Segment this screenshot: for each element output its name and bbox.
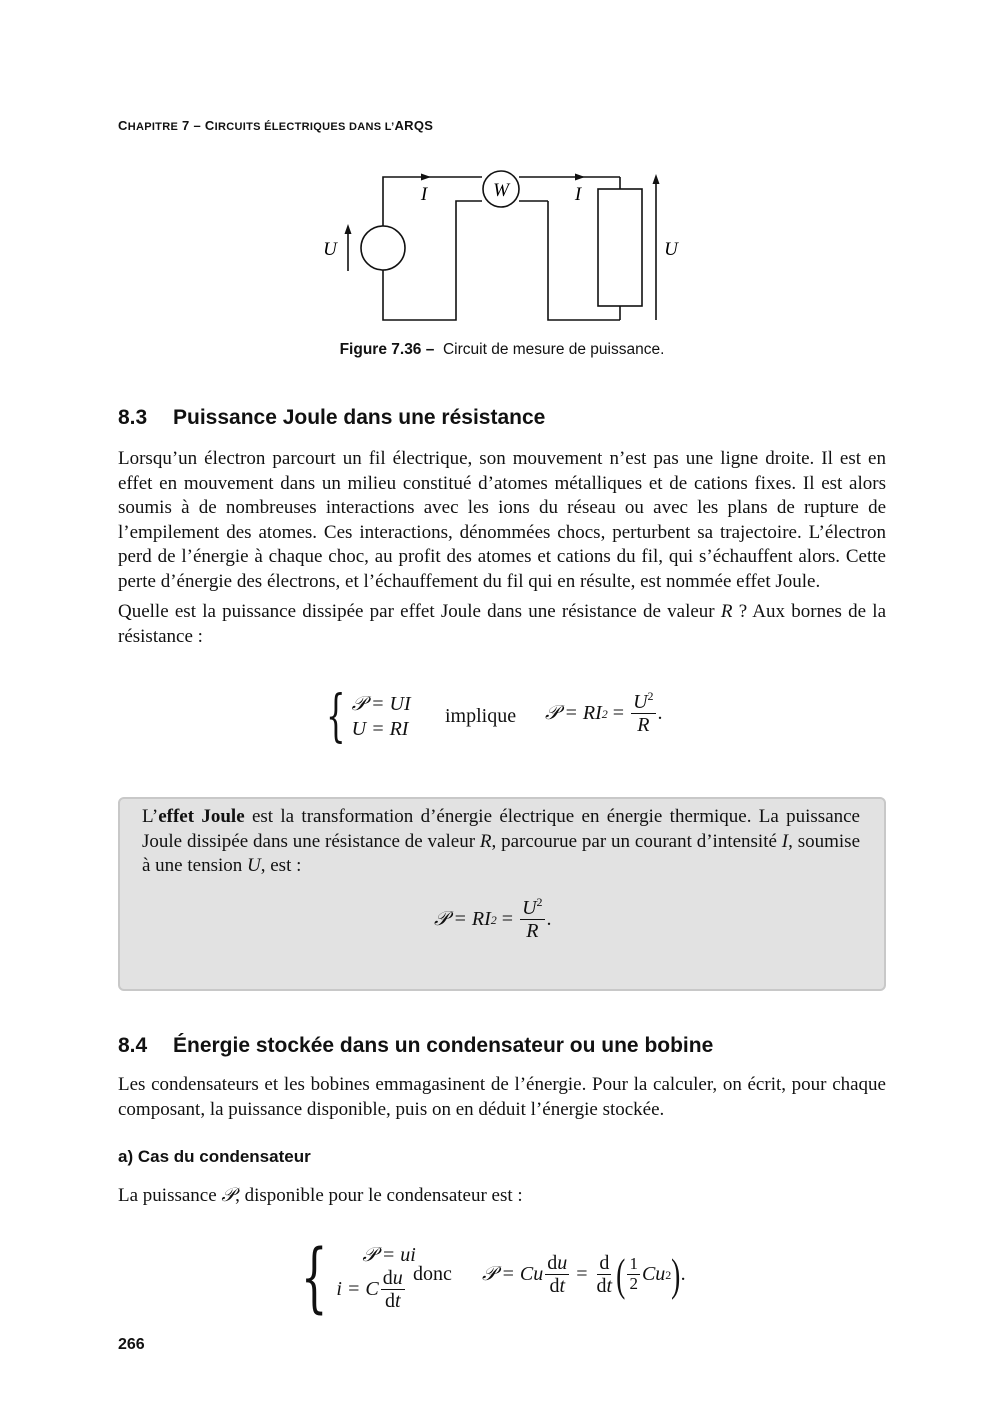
definition-text: L’effet Joule est la transformation d’énergie électrique en énergie thermique. La puissance Joule dissipée dans une résistance de valeur R, parcourue par un courant d’intensité I, soumise à une tension U, est : — [142, 806, 861, 876]
figure-caption: Figure 7.36 – Circuit de mesure de puissance. — [339, 341, 665, 358]
paragraph: Lorsqu’un électron parcourt un fil électrique, son mouvement n’est pas une ligne droite. Il est en effet en mouvement dans un milieu constitué d’atomes métalliques et de cations fixes. Il est alors soumis à de nombreuses interactions avec les ions du réseau ou avec les plans de rupture de l’empilement des atomes. Ces interactions, dénommées chocs, perturbent sa trajectoire. L’électron perd de l’énergie à chaque choc, au profit des atomes et cations du fil, qui s’échauffent alors. Cette perte d’énergie des électrons, et l’échauffement du fil qui en résulte, est nommée effet Joule. — [118, 448, 886, 592]
section-heading-8-3: 8.3 Puissance Joule dans une résistance — [118, 406, 546, 429]
wattmeter-label: W — [493, 180, 509, 201]
equation-joule-box: 𝒫 = RI 2 = $\frac{U^2}{R}$ . — [434, 895, 552, 942]
page-number: 266 — [118, 1336, 145, 1353]
equation-joule-result: 𝒫 = RI 2 = $\frac{U^2}{R}$ . — [545, 689, 663, 736]
resistor-symbol — [598, 189, 642, 306]
voltage-label-right: U — [664, 239, 678, 260]
paragraph: Quelle est la puissance dissipée par effet Joule dans une résistance de valeur R ? Aux bornes de la résistance : — [118, 601, 886, 647]
current-label-right: I — [574, 184, 582, 205]
section-8-4-body — [118, 1073, 886, 1122]
equation-word: donc — [413, 1263, 452, 1285]
paragraph: La puissance 𝒫, disponible pour le condensateur est : — [118, 1184, 523, 1206]
paragraph: Les condensateurs et les bobines emmagasinent de l’énergie. Pour la calculer, on écrit, pour chaque composant, la puissance disponible, puis on en déduit l’énergie stockée. — [118, 1074, 886, 1120]
running-head: CHAPITRE 7 – CIRCUITS ÉLECTRIQUES DANS L’ARQS — [118, 118, 434, 133]
subsection-heading: a) Cas du condensateur — [118, 1147, 311, 1166]
voltage-label-left: U — [323, 239, 337, 260]
equation-system-joule: { 𝒫 = UI U = RI — [326, 684, 411, 749]
generator-symbol — [361, 226, 405, 270]
current-label-left: I — [420, 184, 428, 205]
equation-system-condensateur: { 𝒫 = ui i = C $\frac{du}{dt}$ — [300, 1232, 416, 1321]
equation-word: implique — [445, 705, 517, 727]
circuit-diagram — [0, 0, 1004, 340]
equation-condensateur-result: 𝒫 = Cu $\frac{du}{dt}$ = $\frac{d}{dt}$ ( $\frac{1}{2}$ Cu 2 ) . — [482, 1249, 686, 1300]
section-heading-8-4: 8.4 Énergie stockée dans un condensateur ou une bobine — [118, 1034, 714, 1057]
section-8-3-body — [118, 447, 886, 649]
